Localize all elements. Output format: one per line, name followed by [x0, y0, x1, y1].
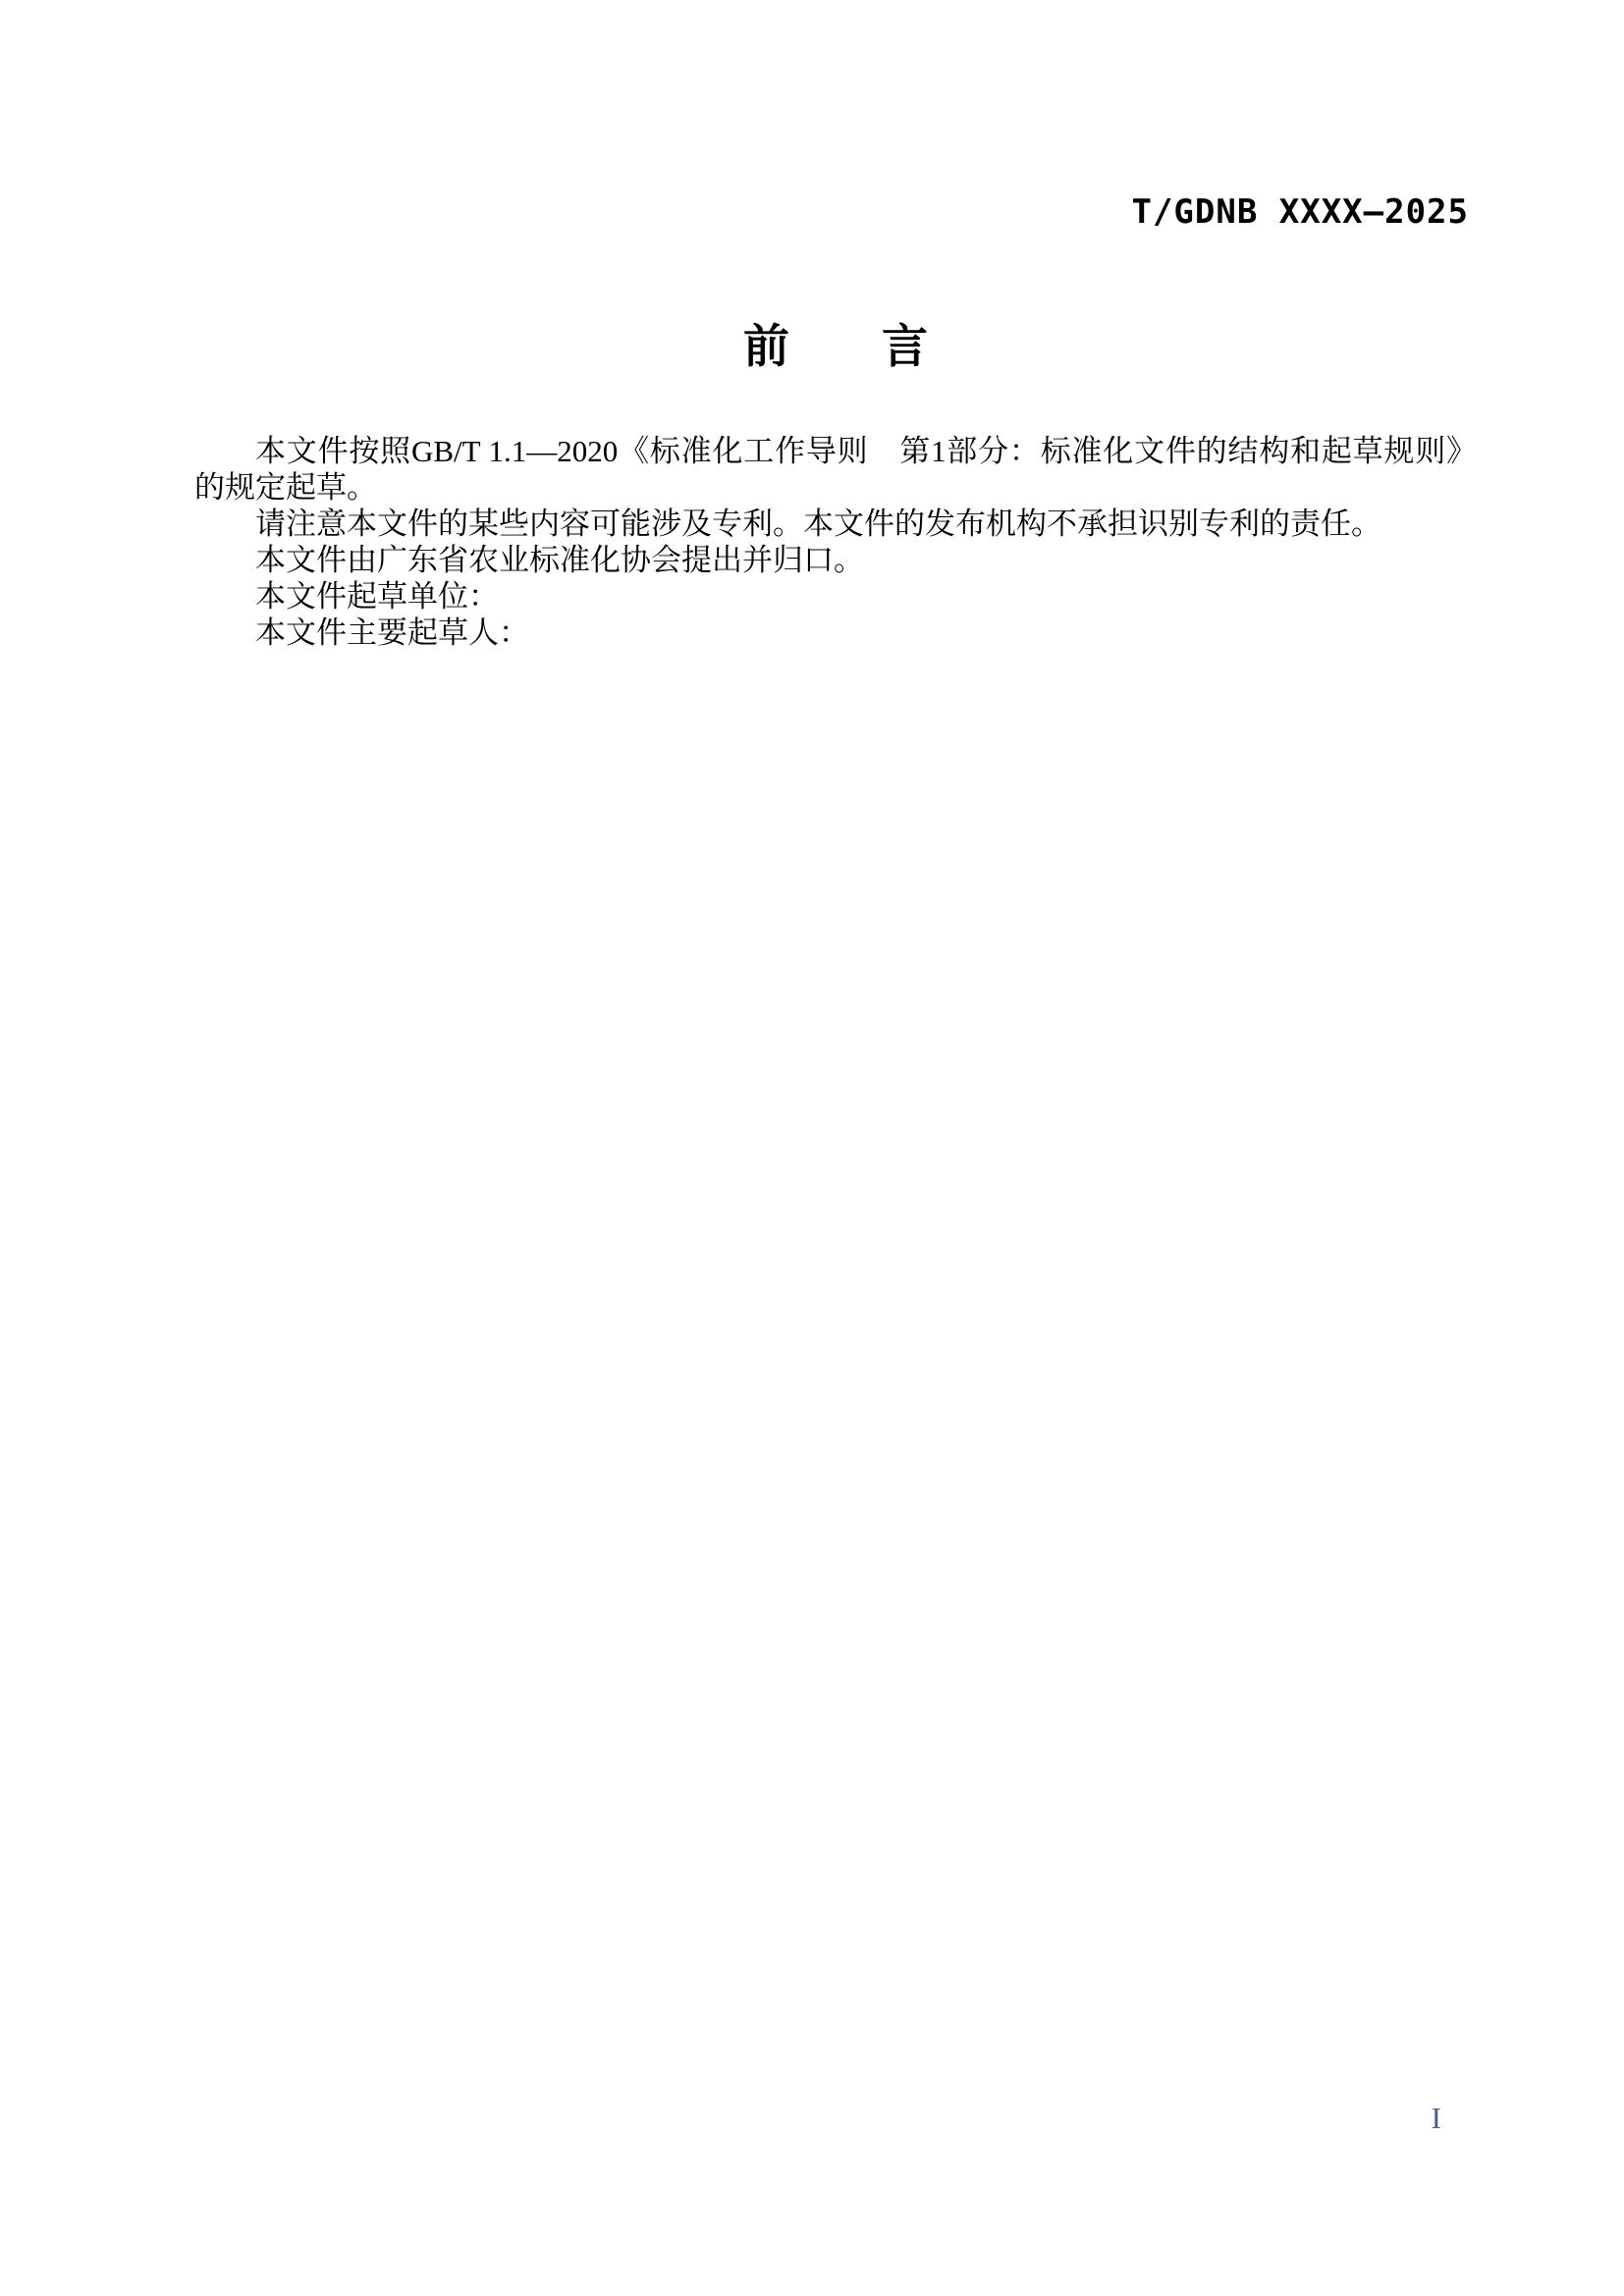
paragraph-main-drafters: 本文件主要起草人：: [255, 615, 529, 650]
page-number: I: [1431, 2101, 1441, 2135]
paragraph-drafting-rules: 本文件按照GB/T 1.1—2020《标准化工作导则 第1部分：标准化文件的结构和起草规则》的规定起草。: [194, 434, 1477, 505]
foreword-title: 前 言: [743, 320, 928, 372]
document-body: [194, 433, 1477, 651]
paragraph-proposing-body: 本文件由广东省农业标准化协会提出并归口。: [255, 543, 864, 577]
paragraph-drafting-organizations: 本文件起草单位：: [255, 579, 499, 614]
standard-number-header: T/GDNB XXXX—2025: [1131, 192, 1469, 232]
paragraph-patent-notice: 请注意本文件的某些内容可能涉及专利。本文件的发布机构不承担识别专利的责任。: [255, 507, 1381, 541]
